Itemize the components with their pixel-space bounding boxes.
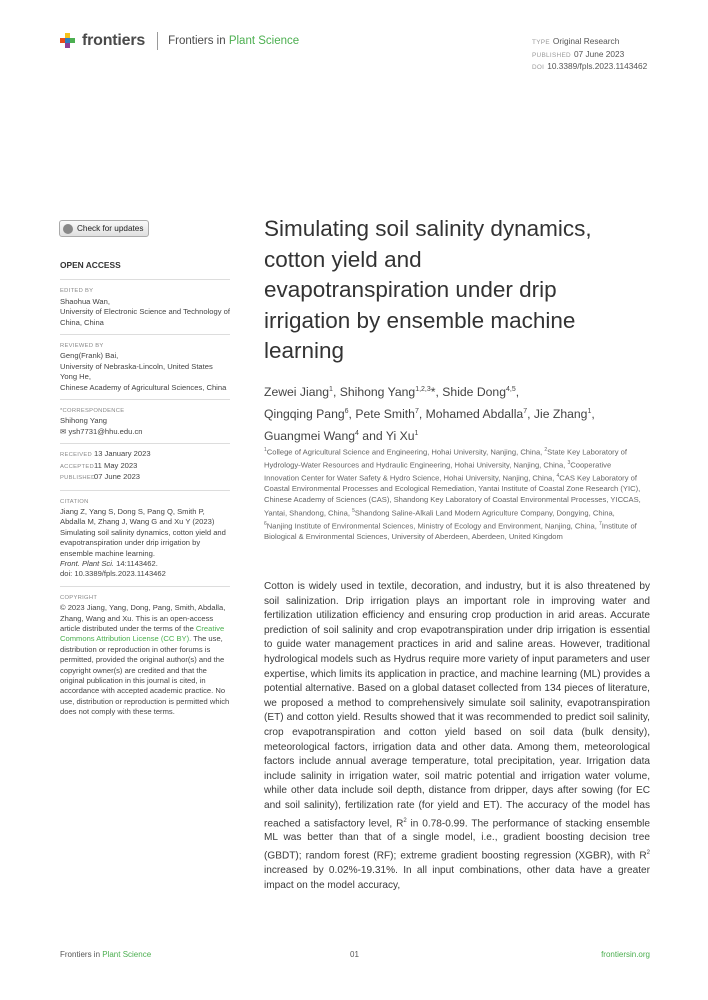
abstract (264, 580, 650, 893)
author[interactable]: Qingqing Pang$^6$ (264, 407, 349, 422)
affiliation: State Key Laboratory of Hydrology-Water Resources and Hydraulic Engineering, Hohai University, Nanjing, China, (264, 447, 627, 470)
citation-text (60, 507, 230, 580)
author[interactable]: Jie Zhang$^1$ (533, 407, 592, 422)
citation-volume: 14:1143462. (114, 558, 158, 568)
published-row (60, 472, 230, 483)
author[interactable]: Yi Xu$^1$ (385, 429, 419, 444)
received-row (60, 449, 230, 460)
correspondence-email[interactable]: ysh7731@hhu.edu.cn (68, 426, 143, 436)
affiliation: College of Agricultural Science and Engineering, Hohai University, Nanjing, China, (266, 447, 545, 457)
published-date: 07 June 2023 (94, 472, 141, 482)
correspondence-email-row[interactable] (60, 427, 230, 437)
meta-published-label: PUBLISHED (532, 51, 571, 59)
copyright-label: COPYRIGHT (60, 594, 98, 601)
meta-type (532, 36, 647, 49)
check-for-updates-label: Check for updates (77, 224, 144, 233)
affiliation: Institute of Biological & Environmental Sciences, University of Aberdeen, Aberdeen, United Kingdom (264, 521, 637, 541)
check-for-updates-button[interactable] (59, 220, 149, 237)
meta-doi (532, 61, 647, 74)
author[interactable]: Shide Dong$^{4,5}$ (442, 385, 516, 400)
copyright-text (60, 603, 230, 717)
reviewer-name: Geng(Frank) Bai, (60, 351, 119, 361)
accepted-label: ACCEPTED (60, 463, 94, 470)
meta-published-value: 07 June 2023 (573, 48, 625, 59)
meta-type-value: Original Research (552, 36, 620, 46)
email-icon: ✉ (60, 426, 69, 436)
article-title: Simulating soil salinity dynamics, cotton yield and evapotranspiration under drip irrigation by ensemble machine learning (264, 216, 592, 363)
author-list: Zewei Jiang$^1$, Shihong Yang$^{1,2,3}$*, Shide Dong$^{4,5}$, Qingqing Pang$^6$, Pete Smith$^7$, Mohamed Abdalla$^7$, Jie Zhang$^1$, Guangmei Wang$^4$ and Yi Xu$^1$ (264, 385, 595, 444)
abstract-text: in 0.78-0.99. The performance of stacking ensemble ML was better than that of a single model, i.e., gradient boosting decision tree (GBDT); random forest (RF); extreme gradient boosting regression (XGBR), with R (264, 817, 650, 862)
footer-journal-prefix: Frontiers in (60, 950, 103, 959)
affiliations: $^1$College of Agricultural Science and Engineering, Hohai University, Nanjing, China, $^2$State Key Laboratory of Hydrology-Water Resources and Hydraulic Engineering, Hohai University, Nanjing, China, $^3$Cooperative Innovation Center for Water Safety & Hydro Science, Hohai University, Nanjing, China, $^4$CAS Key Laboratory of Coastal Environmental Processes and Ecological Remediation, Yantai Institute of Coastal Zone Research (YIC), Chinese Academy of Sciences (CAS), Shandong Key Laboratory of Coastal Environmental Processes, YICCAS, Yantai, Shandong, China, $^5$Shandong Saline-Alkali Land Modern Agriculture Company, Dongying, China, $^6$Nanjing Institute of Environmental Sciences, Ministry of Ecology and Environment, Nanjing, China, $^7$Institute of Biological & Environmental Sciences, University of Aberdeen, Aberdeen, United Kingdom (264, 447, 641, 541)
abstract-text: increased by 0.02%-19.31%. In all input combinations, other data have a greater impact on the model accuracy, (264, 865, 650, 891)
open-access-label: OPEN ACCESS (60, 260, 121, 270)
meta-type-label: TYPE (532, 39, 550, 46)
reviewer-affiliation: Chinese Academy of Agricultural Sciences, China (60, 382, 227, 392)
citation-journal: Front. Plant Sci. (60, 558, 115, 568)
affiliation: Nanjing Institute of Environmental Sciences, Ministry of Ecology and Environment, Nanjing, China, (266, 521, 599, 531)
author[interactable]: Pete Smith$^7$ (355, 407, 419, 422)
divider (60, 279, 230, 280)
author[interactable]: Mohamed Abdalla$^7$ (425, 407, 528, 422)
affiliation: CAS Key Laboratory of Coastal Environmental Processes and Ecological Remediation, Yantai Institute of Coastal Zone Research (YIC), Chinese Academy of Sciences (CAS), Shandong Key Laboratory of Coastal Environmental Processes, YICCAS, Yantai, Shandong, China, (264, 473, 641, 518)
reviewer-name: Yong He, (60, 372, 91, 382)
citation-body: Jiang Z, Yang S, Dong S, Pang Q, Smith P, Abdalla M, Zhang J, Wang G and Xu Y (2023) Simulating soil salinity dynamics, cotton yield and evapotranspiration under drip irrigation by ensemble machine learning. (60, 506, 226, 558)
frontiers-logo[interactable] (60, 32, 299, 50)
correspondence-name: Shihong Yang (60, 416, 108, 426)
citation-label: CITATION (60, 498, 89, 505)
edited-by-label: EDITED BY (60, 288, 94, 295)
editor-affiliation: University of Electronic Science and Technology of China, China (60, 307, 230, 327)
accepted-row (60, 461, 230, 472)
superscript: 2 (646, 850, 650, 857)
author[interactable]: Shihong Yang$^{1,2,3}$ (339, 385, 431, 400)
copyright-body-rest: The use, distribution or reproduction in other forums is permitted, provided the original author(s) and the copyright owner(s) are credited and that the original publication in this journal is cited, in accordance with accepted academic practice. No use, distribution or reproduction is permitted which does not comply with these terms. (60, 634, 230, 717)
affiliation: Cooperative Innovation Center for Water Safety & Hydro Science, Hohai University, Nanjing, China, (264, 460, 612, 483)
divider (60, 586, 230, 587)
citation-doi[interactable]: doi: 10.3389/fpls.2023.1143462 (60, 569, 166, 579)
published-label: PUBLISHED (60, 475, 96, 482)
author[interactable]: Guangmei Wang$^4$ (264, 429, 359, 444)
footer-journal-name: Plant Science (102, 950, 152, 959)
affiliation: Shandong Saline-Alkali Land Modern Agriculture Company, Dongying, China, (354, 508, 615, 518)
cc-by-license-link[interactable]: Creative Commons Attribution License (CC BY). (60, 623, 225, 644)
meta-published (532, 49, 647, 62)
footer-site-link[interactable]: frontiersin.org (601, 950, 650, 959)
divider (60, 399, 230, 400)
sidebar (60, 260, 230, 718)
received-date: 13 January 2023 (94, 449, 151, 459)
article-meta (532, 36, 647, 74)
divider (60, 490, 230, 491)
journal-name: Plant Science (228, 35, 300, 47)
journal-title (168, 35, 299, 47)
refresh-icon (63, 224, 73, 234)
correspondence-label: *CORRESPONDENCE (60, 408, 125, 415)
header-divider (157, 32, 158, 50)
accepted-date: 11 May 2023 (94, 460, 138, 470)
reviewed-by-label: REVIEWED BY (60, 343, 104, 350)
abstract-text: Cotton is widely used in textile, decoration, and industry, but it is also threatened by soil salinization. Drip irrigation plays an important role in improving water and fertilization utilization efficiency and ensuring crop production in arid areas. Accurate prediction of soil salinity and crop evapotranspiration under drip irrigation is essential to guide water management practices in arid and saline areas. However, traditional hydrological models such as Hydrus require more variety of input parameters and user expertise, which limits its application in practice, and machine learning (ML) provides a potential alternative. Based on a global dataset collected from 134 pieces of literature, we proposed a method to comprehensively simulate soil salinity, evapotranspiration (ET) and cotton yield. Results showed that it was recommended to predict soil salinity, crop evapotranspiration and cotton yield based on soil data (bulk density), meteorological factors, irrigation data and other data. Among them, meteorological factors include annual average temperature, total precipitation, year. Irrigation data include salinity in irrigation water, soil matric potential and irrigation water volume, while other data include soil depth, distance from dripper, days after sowing (for EC and soil salinity), fertilization rate (for yield and ET). The accuracy of the model has reached a satisfactory level, R (264, 581, 650, 829)
footer-journal (60, 950, 151, 959)
reviewer-affiliation: University of Nebraska-Lincoln, United States (60, 361, 213, 371)
superscript: 2 (403, 817, 407, 824)
meta-doi-value[interactable]: 10.3389/fpls.2023.1143462 (547, 61, 648, 71)
copyright-body: © 2023 Jiang, Yang, Dong, Pang, Smith, Abdalla, Zhang, Wang and Xu. This is an open-access article distributed under the terms of the (60, 603, 226, 633)
meta-doi-label: DOI (532, 64, 545, 71)
divider (60, 334, 230, 335)
page-number: 01 (350, 950, 359, 959)
editor-name: Shaohua Wan, (60, 296, 110, 306)
author[interactable]: Zewei Jiang$^1$ (264, 385, 333, 400)
divider (60, 443, 230, 444)
frontiers-logo-icon (60, 33, 76, 49)
journal-prefix: Frontiers in (168, 35, 229, 47)
brand-name: frontiers (82, 32, 146, 49)
received-label: RECEIVED (60, 452, 93, 459)
